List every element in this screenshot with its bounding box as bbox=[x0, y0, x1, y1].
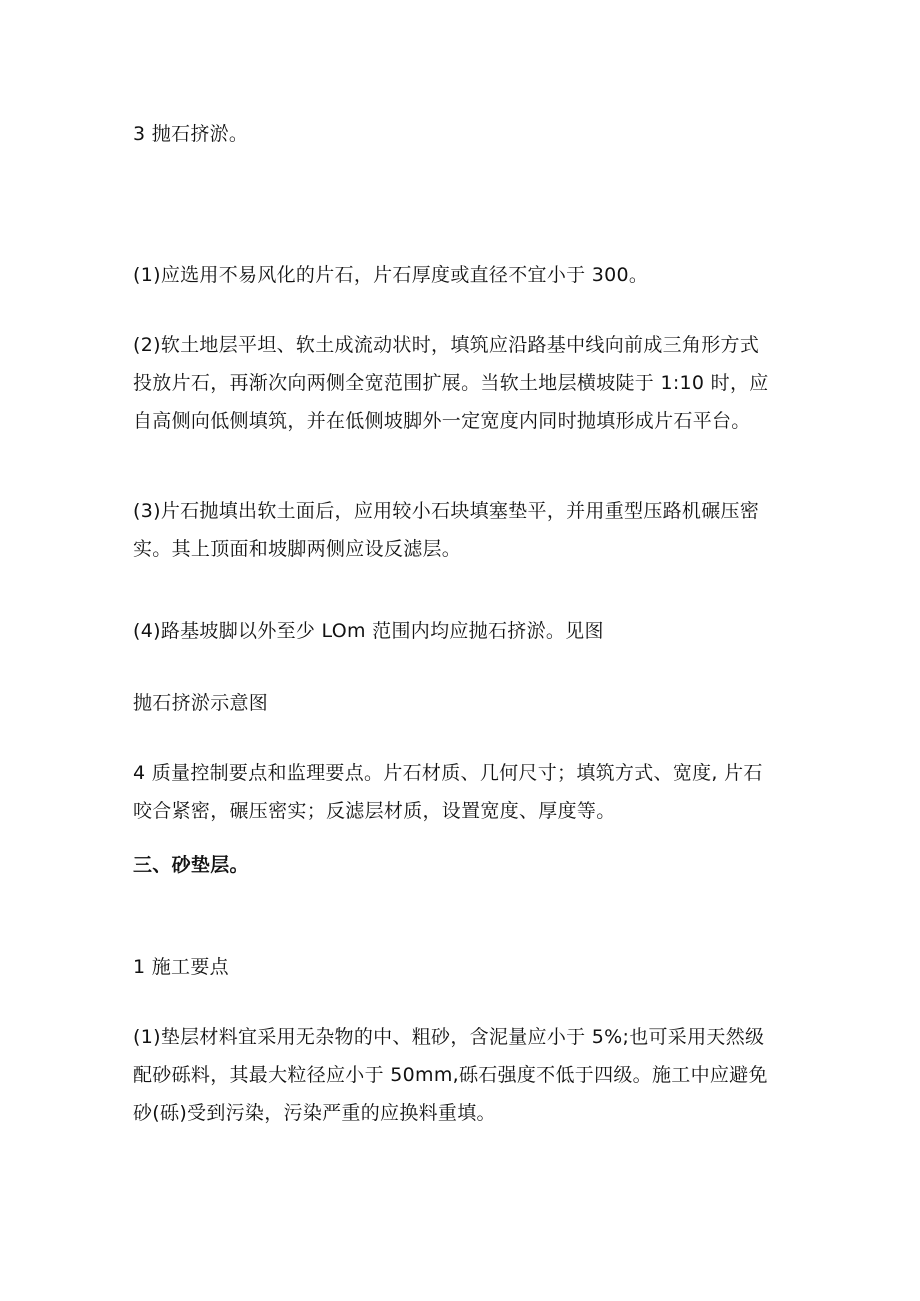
text-line: 配砂砾料，其最大粒径应小于 50mm,砾石强度不低于四级。施工中应避免 bbox=[133, 1064, 768, 1086]
quality-control-paragraph bbox=[133, 754, 793, 830]
text-line: 咬合紧密，碾压密实；反滤层材质，设置宽度、厚度等。 bbox=[133, 800, 616, 822]
text-line: 砂(砾)受到污染，污染严重的应换料重填。 bbox=[133, 1102, 496, 1124]
text-line: (1)应选用不易风化的片石，片石厚度或直径不宜小于 300。 bbox=[133, 264, 649, 286]
text-line: 三、砂垫层。 bbox=[133, 854, 249, 876]
text-line: (2)软土地层平坦、软土成流动状时，填筑应沿路基中线向前成三角形方式 bbox=[133, 334, 760, 356]
text-line: (4)路基坡脚以外至少 LOm 范围内均应抛石挤淤。见图 bbox=[133, 620, 604, 642]
text-line: 4 质量控制要点和监理要点。片石材质、几何尺寸；填筑方式、宽度, 片石 bbox=[133, 762, 763, 784]
section-heading-sand-cushion bbox=[133, 846, 793, 884]
subsection-heading-construction-points bbox=[133, 948, 793, 986]
paragraph-item-2 bbox=[133, 326, 793, 440]
text-line: 1 施工要点 bbox=[133, 956, 229, 978]
paragraph-item-4 bbox=[133, 612, 793, 650]
text-line: (1)垫层材料宜采用无杂物的中、粗砂，含泥量应小于 5%;也可采用天然级 bbox=[133, 1026, 765, 1048]
text-line: 抛石挤淤示意图 bbox=[133, 692, 269, 714]
text-line: 3 抛石挤淤。 bbox=[133, 123, 249, 145]
section-heading-riprap bbox=[133, 115, 793, 153]
text-line: (3)片石抛填出软土面后，应用较小石块填塞垫平，并用重型压路机碾压密 bbox=[133, 500, 760, 522]
paragraph-item-1 bbox=[133, 256, 793, 294]
paragraph-item-3 bbox=[133, 492, 793, 568]
figure-caption bbox=[133, 684, 793, 722]
text-line: 投放片石，再渐次向两侧全宽范围扩展。当软土地层横坡陡于 1:10 时，应 bbox=[133, 372, 769, 394]
text-line: 实。其上顶面和坡脚两侧应设反滤层。 bbox=[133, 538, 462, 560]
text-line: 自高侧向低侧填筑，并在低侧坡脚外一定宽度内同时抛填形成片石平台。 bbox=[133, 410, 751, 432]
paragraph-item-cushion-1 bbox=[133, 1018, 793, 1132]
